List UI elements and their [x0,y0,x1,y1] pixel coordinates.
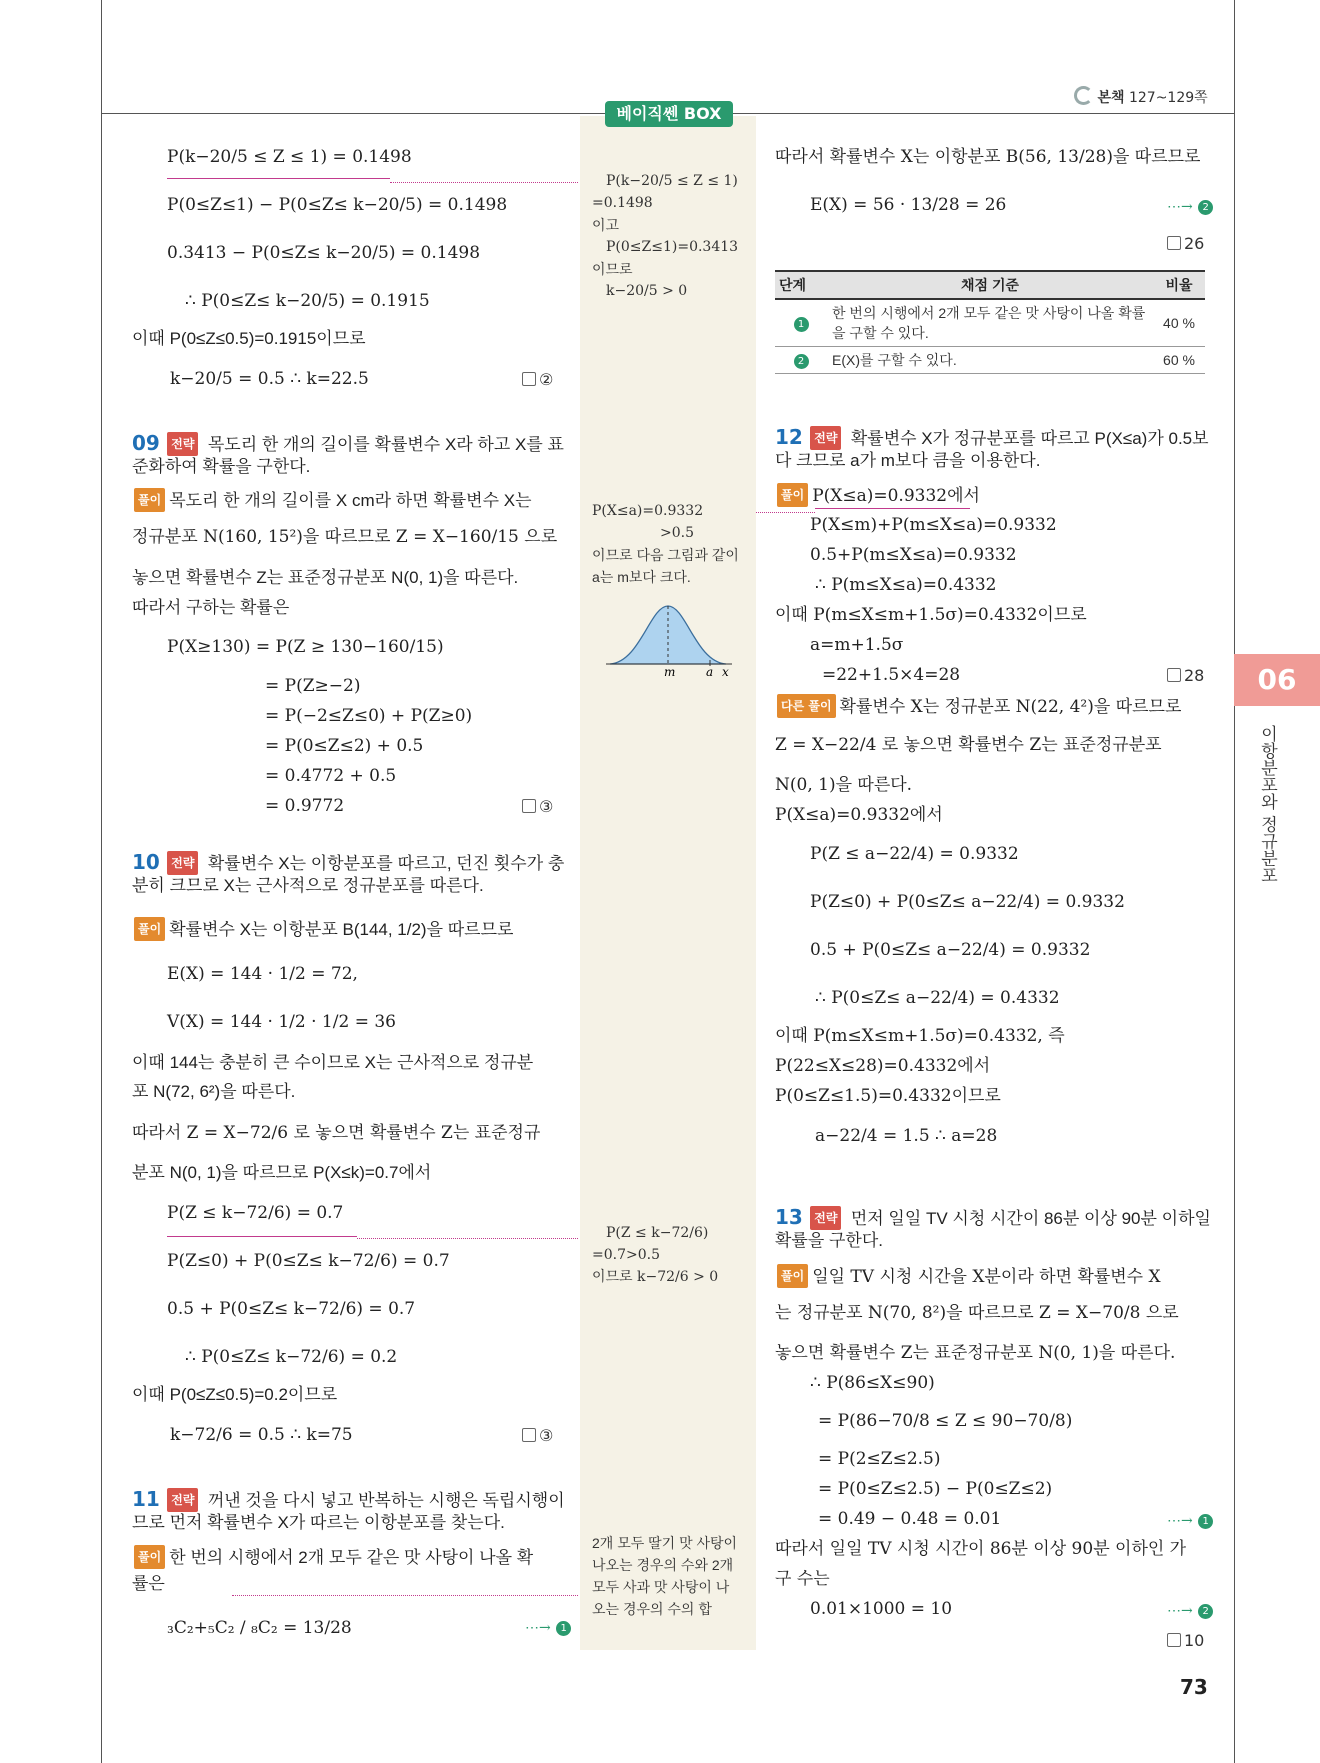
answer-mark [522,796,553,818]
col2-line: 따라서 확률변수 X는 이항분포 B(56, 13/28)을 따르므로 [775,147,1201,167]
note-line: 이므로 다음 그림과 같이 [592,547,739,563]
step-mark [525,1616,571,1639]
q10-line: V(X) = 144 · 1/2 · 1/2 = 36 [167,1012,396,1032]
connector-line [232,1595,578,1596]
q11-line: 률은 [132,1574,165,1593]
connector-line [357,1238,578,1239]
q13-line: 따라서 일일 TV 시청 시간이 86분 이상 90분 이하인 가 [775,1539,1187,1559]
q12-line: 이때 P(m≤X≤m+1.5σ)=0.4332이므로 [775,605,1087,625]
strategy-text: 먼저 일일 TV 시청 시간이 86분 이상 90분 이하일 확률을 구한다. [775,1209,1211,1250]
note-line: 오는 경우의 수의 합 [592,1601,712,1617]
q12-alt-line: a−22/4 = 1.5 ∴ a=28 [815,1126,998,1146]
q09-strategy [132,432,572,478]
q13-line: 구 수는 [775,1569,830,1589]
step-2-icon: 2 [1198,1604,1213,1619]
question-number: 10 [132,850,160,874]
ref-label: 본책 [1097,90,1125,106]
note-line: =0.1498 [592,195,653,211]
strategy-tag: 전략 [167,1488,198,1512]
left-margin-line [101,0,102,1763]
q09-line: = 0.9772 [265,796,345,816]
chapter-title: 이항분포와 정규분포 [1257,725,1277,884]
note-line: 모두 사과 맛 사탕이 나 [592,1579,730,1595]
label-m: m [664,665,676,678]
text: P(X≤a)=0.9332에서 [812,486,980,506]
step-1-icon: 1 [1198,1514,1213,1529]
note-line: 이고 [592,217,620,233]
note-line: 이므로 k−72/6 > 0 [592,1269,719,1285]
step-badge: 1 [794,317,809,332]
solution-tag: 풀이 [134,917,165,941]
note-line: P(0≤Z≤1)=0.3413 [606,239,739,255]
answer-value: ③ [539,797,554,816]
box-note-2 [592,500,752,588]
text: 확률변수 X는 이항분포 B(144, 1/2)을 따르므로 [169,920,514,939]
answer-icon [522,1428,536,1442]
strategy-text: 확률변수 X는 이항분포를 따르고, 던진 횟수가 충분히 크므로 X는 근사적으로 정규분포를 따른다. [132,854,565,895]
ratio-cell: 60 % [1153,347,1205,374]
q10-line: P(Z≤0) + P(0≤Z≤ k−72/6) = 0.7 [167,1251,450,1271]
q09-line: P(X≥130) = P(Z ≥ 130−160/15) [167,637,444,657]
chapter-tab: 06 [1234,654,1320,706]
q12-alt-line: ∴ P(0≤Z≤ a−22/4) = 0.4332 [815,988,1060,1008]
ratio-cell: 40 % [1153,299,1205,347]
highlight-underline [167,178,390,179]
right-margin-line [1234,0,1235,1763]
box-note-4 [592,1532,752,1620]
question-number: 13 [775,1205,803,1229]
q12-alt-line: P(22≤X≤28)=0.4332에서 [775,1056,991,1076]
step-mark [1167,195,1213,218]
note-line: 2개 모두 딸기 맛 사탕이 [592,1535,738,1551]
eq-line: k−20/5 = 0.5 ∴ k=22.5 [170,369,369,389]
note-line: >0.5 [660,525,694,541]
q12-alt-line: 이때 P(m≤X≤m+1.5σ)=0.4332, 즉 [775,1026,1065,1046]
alt-solution-tag: 다른 풀이 [777,694,836,718]
q10-line [132,917,513,941]
answer-value: 26 [1184,234,1205,253]
dots-icon: ⋯→ [1167,199,1193,215]
q13-line: 는 정규분포 N(70, 8²)을 따르므로 Z = X−70/8 으로 [775,1303,1179,1323]
note-line: 이므로 [592,261,633,277]
col2-line: E(X) = 56 · 13/28 = 26 [810,195,1007,215]
criterion-cell: 한 번의 시행에서 2개 모두 같은 맛 사탕이 나올 확률을 구할 수 있다. [827,299,1153,347]
step-cell [775,299,827,347]
q12-alt-line: P(0≤Z≤1.5)=0.4332이므로 [775,1086,1001,1106]
q09-line: 정규분포 N(160, 15²)을 따르므로 Z = X−160/15 으로 [132,527,558,547]
answer-icon [1167,1633,1181,1647]
q13-line: = P(86−70/8 ≤ Z ≤ 90−70/8) [818,1411,1073,1431]
q13-line: = P(0≤Z≤2.5) − P(0≤Z≤2) [818,1479,1053,1499]
answer-mark [1167,233,1204,255]
answer-icon [1167,668,1181,682]
highlight-underline [167,1236,357,1237]
step-mark [1167,1599,1213,1622]
q10-line: 0.5 + P(0≤Z≤ k−72/6) = 0.7 [167,1299,416,1319]
q12-alt-line: 0.5 + P(0≤Z≤ a−22/4) = 0.9332 [810,940,1091,960]
page-number: 73 [1180,1675,1208,1699]
q12-line: =22+1.5×4=28 [822,665,961,685]
note-line: P(Z ≤ k−72/6) [606,1225,709,1241]
answer-icon [522,799,536,813]
box-title: 베이직쎈 BOX [605,101,733,127]
note-line: =0.7>0.5 [592,1247,660,1263]
eq-line: 0.3413 − P(0≤Z≤ k−20/5) = 0.1498 [167,243,481,263]
dots-icon: ⋯→ [1167,1513,1193,1529]
answer-mark [522,369,553,391]
step-2-icon: 2 [1198,200,1213,215]
q12-alt-line [775,694,1181,718]
q10-strategy [132,851,572,897]
q12-alt-line: P(Z≤0) + P(0≤Z≤ a−22/4) = 0.9332 [810,892,1125,912]
q13-line [775,1264,1161,1288]
basic-box-column [580,116,756,1650]
answer-mark [1167,665,1204,687]
strategy-text: 목도리 한 개의 길이를 확률변수 X라 하고 X를 표준화하여 확률을 구한다. [132,435,564,476]
answer-value: ③ [539,1426,554,1445]
ref-pages: 127~129쪽 [1128,90,1208,106]
q12-line: P(X≤m)+P(m≤X≤a)=0.9332 [810,515,1057,535]
strategy-tag: 전략 [810,1206,841,1230]
question-number: 11 [132,1487,160,1511]
q13-line: 놓으면 확률변수 Z는 표준정규분포 N(0, 1)을 따른다. [775,1343,1176,1363]
eq-line: P(0≤Z≤1) − P(0≤Z≤ k−20/5) = 0.1498 [167,195,508,215]
label-x: x [722,665,729,678]
step-mark [1167,1509,1213,1532]
q12-alt-line: N(0, 1)을 따른다. [775,775,913,795]
note-line: a는 m보다 크다. [592,569,691,585]
connector-line [756,512,815,513]
q12-line: ∴ P(m≤X≤a)=0.4332 [815,575,997,595]
q12-strategy [775,426,1215,472]
note-line: P(X≤a)=0.9332 [592,503,704,519]
q13-line: ∴ P(86≤X≤90) [810,1373,935,1393]
book-ref-icon [1074,86,1093,105]
q10-line: 포 N(72, 6²)을 따른다. [132,1082,296,1101]
q09-line [132,488,532,512]
page-ref [1074,86,1208,107]
answer-icon [1167,236,1181,250]
step-cell [775,347,827,374]
strategy-text: 꺼낸 것을 다시 넣고 반복하는 시행은 독립시행이므로 먼저 확률변수 X가 따르는 이항분포를 찾는다. [132,1491,565,1532]
q09-line: = 0.4772 + 0.5 [265,766,397,786]
q09-line: = P(−2≤Z≤0) + P(Z≥0) [265,706,473,726]
normal-curve-figure [600,598,740,678]
note-line: k−20/5 > 0 [606,283,688,299]
q09-line: 따라서 구하는 확률은 [132,598,290,617]
answer-mark [522,1425,553,1447]
q12-alt-line: Z = X−22/4 로 놓으면 확률변수 Z는 표준정규분포 [775,735,1162,755]
q10-line: P(Z ≤ k−72/6) = 0.7 [167,1203,344,1223]
q12-alt-line: P(Z ≤ a−22/4) = 0.9332 [810,844,1019,864]
q10-line: ∴ P(0≤Z≤ k−72/6) = 0.2 [185,1347,398,1367]
q10-line: 이때 144는 충분히 큰 수이므로 X는 근사적으로 정규분 [132,1053,534,1072]
note-line: 나오는 경우의 수와 2개 [592,1557,734,1573]
eq-line: ∴ P(0≤Z≤ k−20/5) = 0.1915 [185,291,430,311]
q12-line [775,483,980,507]
answer-value: ② [539,370,554,389]
label-a: a [706,665,714,678]
box-note-1 [592,170,752,302]
text: 목도리 한 개의 길이를 X cm라 하면 확률변수 X는 [169,491,532,510]
box-note-3 [592,1222,752,1288]
q10-line: E(X) = 144 · 1/2 = 72, [167,964,358,984]
table-row [775,347,1205,374]
step-badge: 2 [794,354,809,369]
step-1-icon: 1 [556,1621,571,1636]
strategy-tag: 전략 [167,432,198,456]
note-line: P(k−20/5 ≤ Z ≤ 1) [606,173,738,189]
answer-icon [522,372,536,386]
q11-strategy [132,1488,572,1534]
q13-line: 0.01×1000 = 10 [810,1599,953,1619]
strategy-text: 확률변수 X가 정규분포를 따르고 P(X≤a)가 0.5보다 크므로 a가 m보다 큼을 이용한다. [775,429,1209,470]
text: 한 번의 시행에서 2개 모두 같은 맛 사탕이 나올 확 [169,1548,534,1567]
q12-alt-line: P(X≤a)=0.9332에서 [775,805,943,825]
dots-icon: ⋯→ [1167,1603,1193,1619]
q10-line: 분포 N(0, 1)을 따르므로 P(X≤k)=0.7에서 [132,1163,432,1182]
solution-tag: 풀이 [777,483,808,507]
q13-line: = 0.49 − 0.48 = 0.01 [818,1509,1002,1529]
q13-strategy [775,1206,1215,1252]
q13-line: = P(2≤Z≤2.5) [818,1449,941,1469]
answer-value: 10 [1184,1631,1205,1650]
solution-tag: 풀이 [134,488,165,512]
q12-line: 0.5+P(m≤X≤a)=0.9332 [810,545,1017,565]
question-number: 09 [132,431,160,455]
text: 확률변수 X는 정규분포 N(22, 4²)을 따르므로 [839,697,1182,717]
solution-tag: 풀이 [134,1545,165,1569]
q10-line: 이때 P(0≤Z≤0.5)=0.2이므로 [132,1385,338,1404]
q11-line [132,1545,533,1569]
dots-icon: ⋯→ [525,1620,551,1636]
text-line: 이때 P(0≤Z≤0.5)=0.1915이므로 [132,329,366,348]
q09-line: 놓으면 확률변수 Z는 표준정규분포 N(0, 1)을 따른다. [132,568,519,587]
q12-line: a=m+1.5σ [810,635,904,655]
text: 일일 TV 시청 시간을 X분이라 하면 확률변수 X [812,1267,1161,1287]
criterion-cell: E(X)를 구할 수 있다. [827,347,1153,374]
col-header: 단계 [775,271,827,299]
strategy-tag: 전략 [810,426,841,450]
q11-line: ₃C₂+₅C₂ / ₈C₂ = 13/28 [167,1618,352,1638]
connector-line [390,182,578,183]
question-number: 12 [775,425,803,449]
col-header: 채점 기준 [827,271,1153,299]
solution-tag: 풀이 [777,1264,808,1288]
q10-line: 따라서 Z = X−72/6 로 놓으면 확률변수 Z는 표준정규 [132,1123,541,1143]
q09-line: = P(Z≥−2) [265,676,361,696]
q09-line: = P(0≤Z≤2) + 0.5 [265,736,424,756]
answer-mark [1167,1630,1204,1652]
q10-line: k−72/6 = 0.5 ∴ k=75 [170,1425,353,1445]
scoring-table [775,270,1205,374]
col-header: 비율 [1153,271,1205,299]
eq-line: P(k−20/5 ≤ Z ≤ 1) = 0.1498 [167,147,412,167]
strategy-tag: 전략 [167,851,198,875]
table-row [775,299,1205,347]
highlight-underline [815,508,970,509]
answer-value: 28 [1184,666,1205,685]
